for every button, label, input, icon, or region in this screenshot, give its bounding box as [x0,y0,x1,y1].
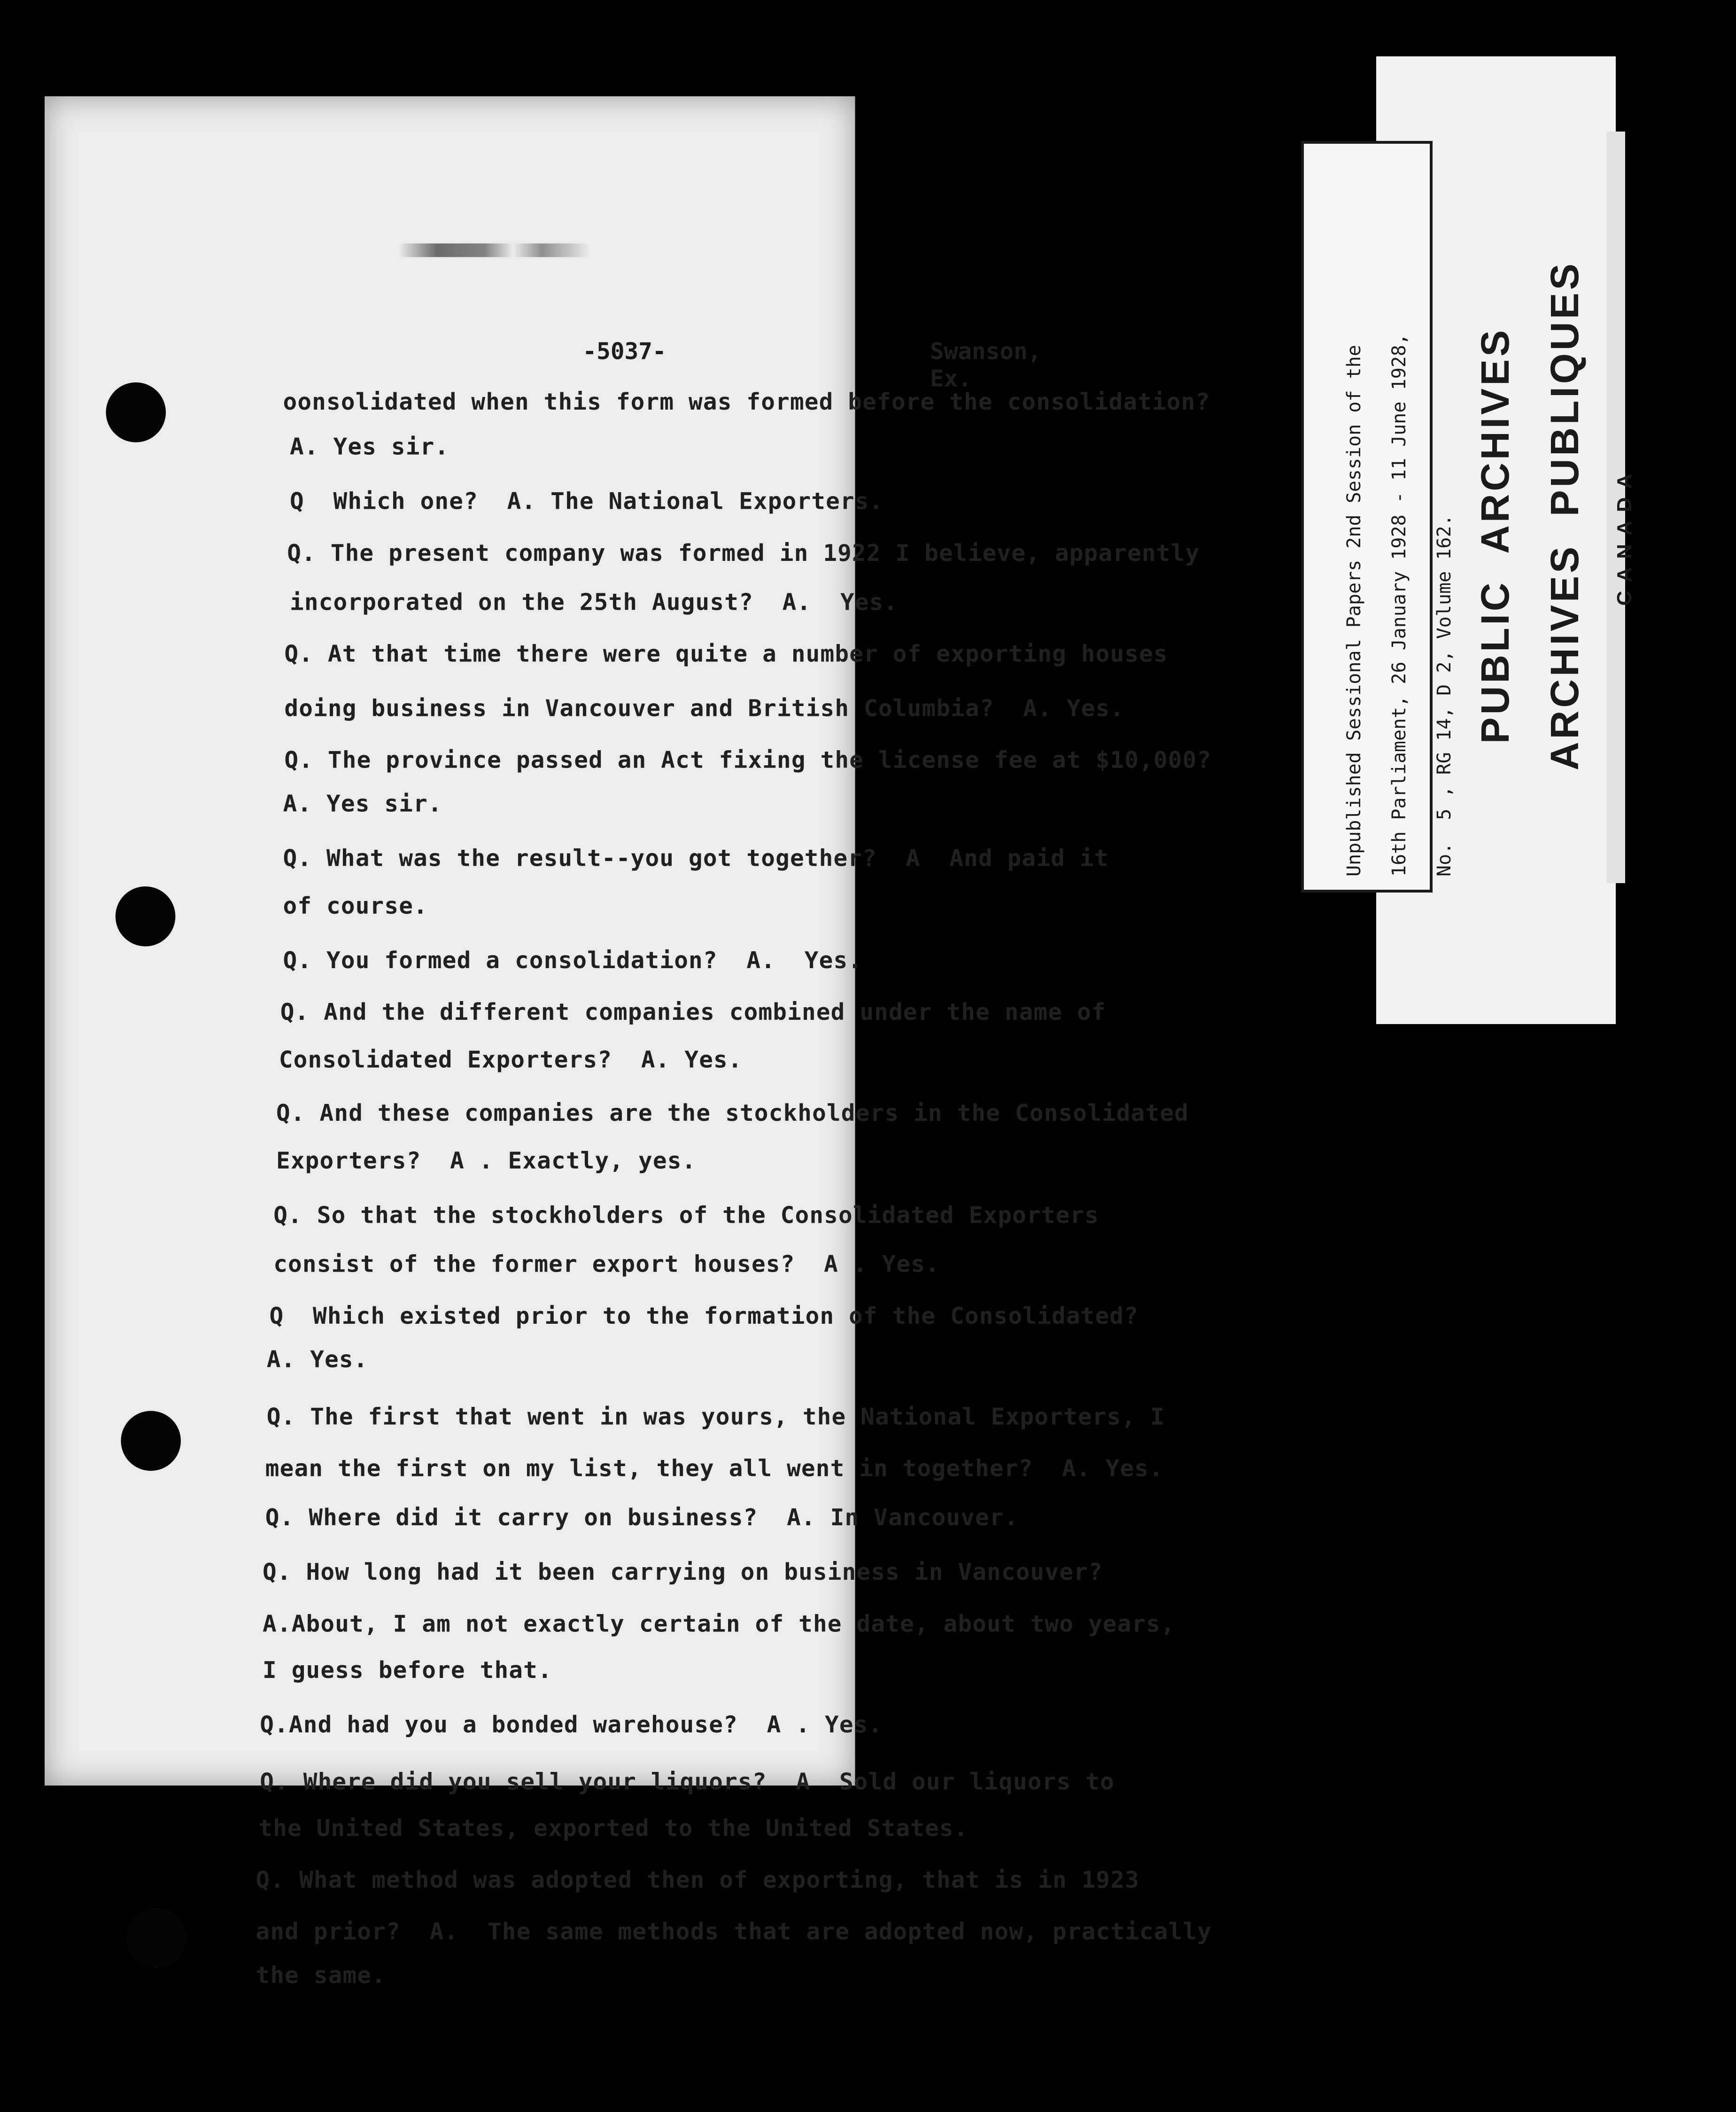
transcript-line: A. Yes sir. [283,791,442,818]
punch-hole [126,1908,186,1968]
transcript-line: Consolidated Exporters? A. Yes. [279,1047,743,1075]
witness-name: Swanson, Ex. [930,339,1042,394]
transcript-line: mean the first on my list, they all went in together? A. Yes. [265,1456,1163,1483]
stamp-line-3: CANADA [1613,465,1636,606]
archive-stamp [1451,261,1650,770]
transcript-line: consist of the former export houses? A . Yes. [273,1251,940,1279]
transcript-line: Q. What was the result--you got together? A And paid it [283,846,1109,873]
transcript-line: Q. Where did it carry on business? A. In Vancouver. [265,1505,1019,1532]
transcript-line: Q.And had you a bonded warehouse? A . Yes. [260,1712,883,1739]
transcript-line: Q. You formed a consolidation? A. Yes. [283,947,863,975]
transcript-line: Q. The first that went in was yours, the National Exporters, I [266,1404,1165,1431]
citation-line-2: 16th Parliament, 26 January 1928 - 11 June 1928, [1388,334,1410,877]
punch-hole [116,886,176,947]
citation-line-1: Unpublished Sessional Papers 2nd Session of the [1343,345,1365,877]
transcript-line: and prior? A. The same methods that are adopted now, practically [256,1919,1212,1947]
transcript-line: Exporters? A . Exactly, yes. [276,1148,697,1175]
transcript-line: Q. And these companies are the stockholders in the Consolidated [276,1100,1189,1128]
stamp-line-2: ARCHIVES PUBLIQUES [1542,261,1587,770]
transcript-line: Q Which existed prior to the formation of the Consolidated? [269,1303,1139,1331]
transcript-line: the United States, exported to the United States. [258,1815,969,1843]
ink-smudge [399,243,589,257]
page-header [45,339,1042,394]
transcript-line: Q. So that the stockholders of the Consolidated Exporters [273,1202,1100,1230]
transcript-line: I guess before that. [263,1657,552,1685]
archive-citation-label [1301,141,1455,893]
citation-line-3: No. 5 , RG 14, D 2, Volume 162. [1434,514,1455,877]
transcript-line: the same. [256,1963,387,1990]
transcript-line: Q. How long had it been carrying on business in Vancouver? [263,1559,1103,1587]
transcript-line: Q. The present company was formed in 1922 I believe, apparently [287,540,1200,568]
transcript-line: Q Which one? A. The National Exporters. [290,489,884,516]
transcript-line: Q. The province passed an Act fixing the license fee at $10,000? [284,747,1212,775]
page-number: -5037- [582,339,666,366]
transcript-page [45,96,1212,1990]
transcript-line: doing business in Vancouver and British Columbia? A. Yes. [284,696,1125,723]
transcript-line: Q. At that time there were quite a number of exporting houses [284,641,1168,668]
transcript-line: Q. Where did you sell your liquors? A Sold our liquors to [260,1769,1115,1797]
transcript-line: Q. What method was adopted then of exporting, that is in 1923 [256,1867,1139,1895]
transcript-line: A.About, I am not exactly certain of the date, about two years, [263,1611,1175,1638]
punch-hole [106,382,166,443]
transcript-line: A. Yes sir. [290,434,450,462]
transcript-line: A. Yes. [266,1347,368,1374]
transcript-line: of course. [283,893,428,921]
stamp-line-1: PUBLIC ARCHIVES [1473,327,1517,744]
transcript-line: oonsolidated when this form was formed before the consolidation? [283,389,1210,417]
transcript-line: Q. And the different companies combined under the name of [280,999,1106,1027]
punch-hole [121,1411,181,1471]
transcript-line: incorporated on the 25th August? A. Yes. [290,589,899,617]
